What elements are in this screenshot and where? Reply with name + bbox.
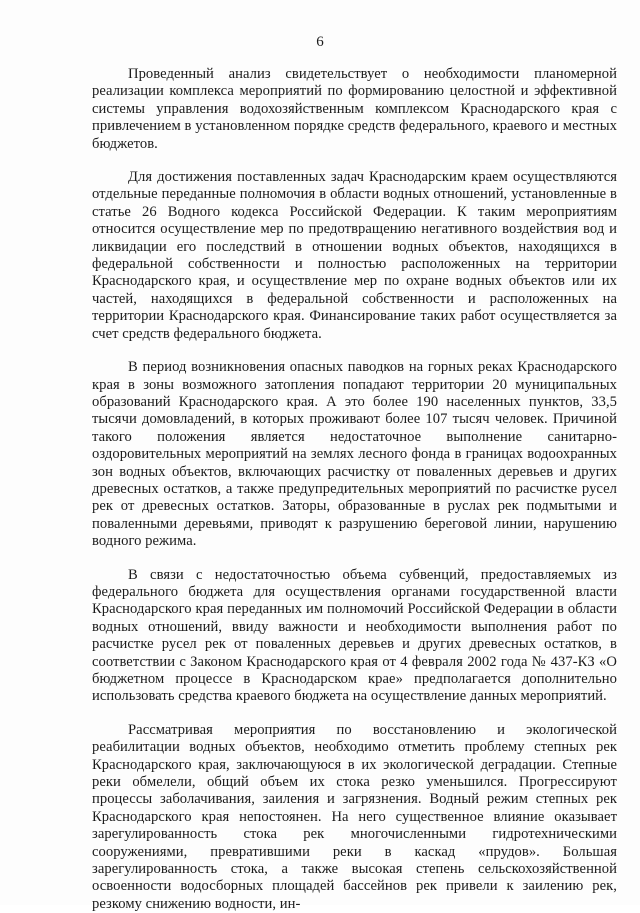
document-body	[92, 66, 617, 913]
paragraph-powers: Для достижения поставленных задач Краснодарским краем осуществляются отдельные переданные полномочия в области водных отношений, установленные в статье 26 Водного кодекса Российской Федерации. К таким мероприятиям относится осуществление мер по предотвращению негативного воздействия вод и ликвидации его последствий в отношении водных объектов, находящихся в федеральной собственности и полностью расположенных на территории Краснодарского края, и осуществление мер по охране водных объектов или их частей, находящихся в федеральной собственности и расположенных на территории Краснодарского края. Финансирование таких работ осуществляется за счет средств федерального бюджета.	[92, 169, 617, 342]
paragraph-floods: В период возникновения опасных паводков на горных реках Краснодарского края в зоны возможного затопления попадают территории 20 муниципальных образований Краснодарского края. А это более 190 населенных пунктов, 33,5 тысячи домовладений, в которых проживают более 107 тысяч человек. Причиной такого положения является недостаточное выполнение санитарно-оздоровительных мероприятий на землях лесного фонда в границах водоохранных зон водных объектов, включающих расчистку от поваленных деревьев и других древесных остатков, а также предупредительных мероприятий по расчистке русел рек от древесных остатков. Заторы, образованные в руслах рек подмытыми и поваленными деревьями, приводят к разрушению береговой линии, нарушению водного режима.	[92, 359, 617, 550]
paragraph-analysis: Проведенный анализ свидетельствует о необходимости планомерной реализации комплекса мероприятий по формированию целостной и эффективной системы управления водохозяйственным комплексом Краснодарского края с привлечением в установленном порядке средств федерального, краевого и местных бюджетов.	[92, 66, 617, 152]
paragraph-steppe-rivers: Рассматривая мероприятия по восстановлению и экологической реабилитации водных объектов, необходимо отметить проблему степных рек Краснодарского края, заключающуюся в их экологической деградации. Степные реки обмелели, общий объем их стока резко уменьшился. Прогрессируют процессы заболачивания, заиления и загрязнения. Водный режим степных рек Краснодарского края непостоянен. На него существенное влияние оказывает зарегулированность стока рек многочисленными гидротехническими сооружениями, превратившими реки в каскад «прудов». Большая зарегулированность стока, а также высокая степень сельскохозяйственной освоенности водосборных площадей бассейнов рек привели к заилению рек, резкому снижению водности, ин-	[92, 721, 617, 912]
paragraph-subventions: В связи с недостаточностью объема субвенций, предоставляемых из федерального бюджета для осуществления органами государственной власти Краснодарского края переданных им полномочий Российской Федерации в области водных отношений, ввиду важности и необходимости выполнения работ по расчистке русел рек от поваленных деревьев и других древесных остатков, в соответствии с Законом Краснодарского края от 4 февраля 2002 года № 437-КЗ «О бюджетном процессе в Краснодарском крае» предполагается дополнительно использовать средства краевого бюджета на осуществление данных мероприятий.	[92, 566, 617, 705]
page-number: 6	[316, 34, 324, 50]
